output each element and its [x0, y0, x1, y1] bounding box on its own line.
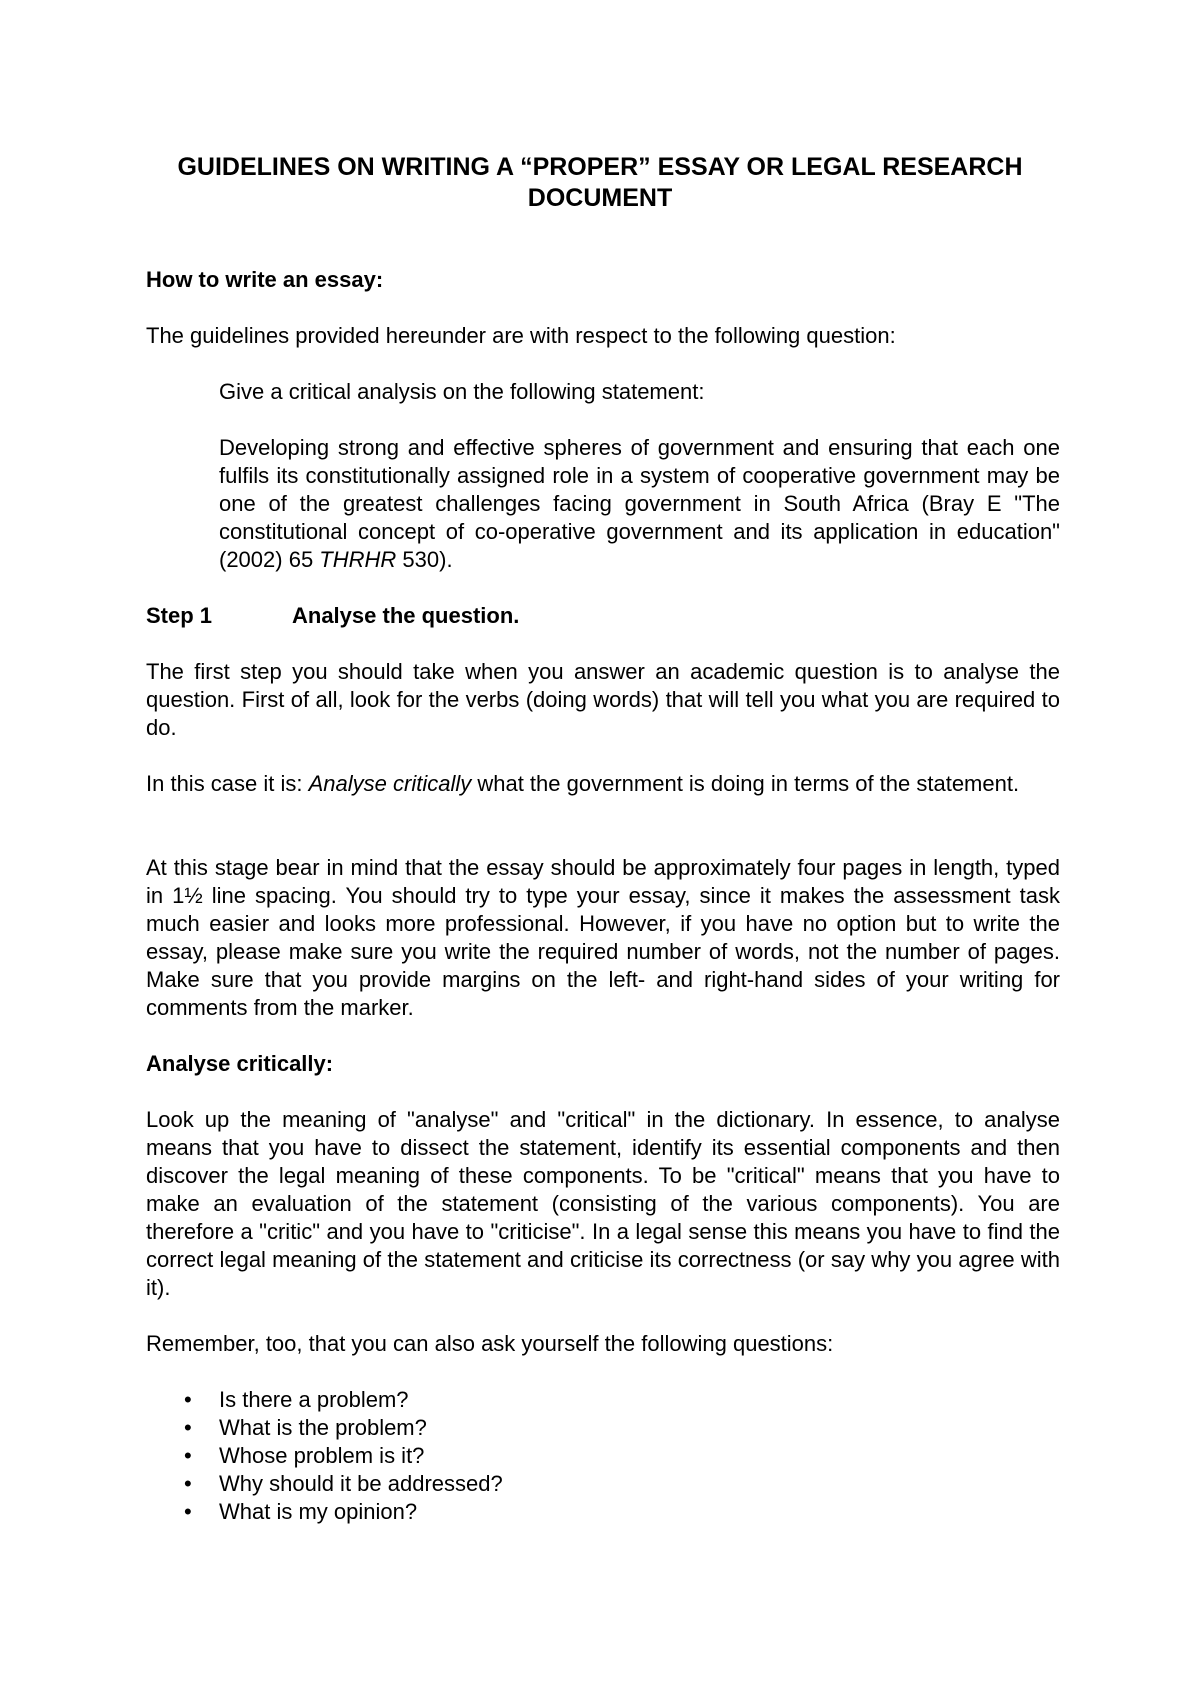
paragraph-length: At this stage bear in mind that the essay should be approximately four pages in length, typed in 1½ line spacing. You should try to type your essay, since it makes the assessment task much easier and looks more professional. However, if you have no option but to write the essay, please make sure you write the required number of words, not the number of pages. Make sure that you provide margins on the left- and right-hand sides of your writing for comments from the marker. [146, 855, 1060, 1020]
bullet-icon: • [184, 1443, 192, 1468]
list-item-text: Whose problem is it? [219, 1443, 425, 1468]
document-title [80, 152, 1120, 214]
question-prompt: Give a critical analysis on the following statement: [219, 379, 705, 404]
list-item [146, 1414, 503, 1442]
title-line-2: DOCUMENT [527, 184, 673, 212]
list-item [146, 1470, 503, 1498]
paragraph-this-case [146, 770, 1060, 798]
title-line-1: GUIDELINES ON WRITING A “PROPER” ESSAY OR LEGAL RESEARCH [177, 153, 1023, 181]
step-1-label: Step 1 [146, 603, 213, 628]
step-1-title: Analyse the question. [292, 603, 520, 628]
list-item-text: What is the problem? [219, 1415, 427, 1440]
list-item-text: Is there a problem? [219, 1387, 409, 1412]
question-statement [219, 434, 1060, 574]
list-item [146, 1442, 503, 1470]
paragraph-analyse-critically: Look up the meaning of "analyse" and "critical" in the dictionary. In essence, to analyse means that you have to dissect the statement, identify its essential components and then discover the legal meaning of these components. To be "critical" means that you have to make an evaluation of the statement (consisting of the various components). You are therefore a "critic" and you have to "criticise". In a legal sense this means you have to find the correct legal meaning of the statement and criticise its correctness (or say why you agree with it). [146, 1107, 1060, 1300]
this-case-italic: Analyse critically [308, 771, 472, 796]
list-item-text: What is my opinion? [219, 1499, 418, 1524]
bullet-icon: • [184, 1471, 192, 1496]
statement-journal: THRHR [319, 547, 397, 572]
list-item-text: Why should it be addressed? [219, 1471, 503, 1496]
this-case-end: what the government is doing in terms of the statement. [471, 771, 1020, 796]
statement-end: 530). [396, 547, 453, 572]
step-1-heading [146, 602, 519, 630]
list-item [146, 1386, 503, 1414]
list-item [146, 1498, 503, 1526]
analyse-critically-heading: Analyse critically: [146, 1051, 334, 1076]
paragraph-first-step: The first step you should take when you answer an academic question is to analyse the question. First of all, look for the verbs (doing words) that will tell you what you are required to do. [146, 659, 1060, 740]
questions-list [146, 1386, 503, 1526]
bullet-icon: • [184, 1415, 192, 1440]
this-case-start: In this case it is: [146, 771, 309, 796]
bullet-icon: • [184, 1499, 192, 1524]
intro-paragraph: The guidelines provided hereunder are with respect to the following question: [146, 323, 896, 348]
statement-text: Developing strong and effective spheres of government and ensuring that each one fulfils its constitutionally assigned role in a system of cooperative government may be one of the greatest challenges facing government in South Africa (Bray E "The constitutional concept of co-operative government and its application in education" (2002) 65 [219, 435, 1060, 572]
how-to-heading: How to write an essay: [146, 267, 384, 292]
bullet-icon: • [184, 1387, 192, 1412]
paragraph-remember: Remember, too, that you can also ask yourself the following questions: [146, 1331, 834, 1356]
